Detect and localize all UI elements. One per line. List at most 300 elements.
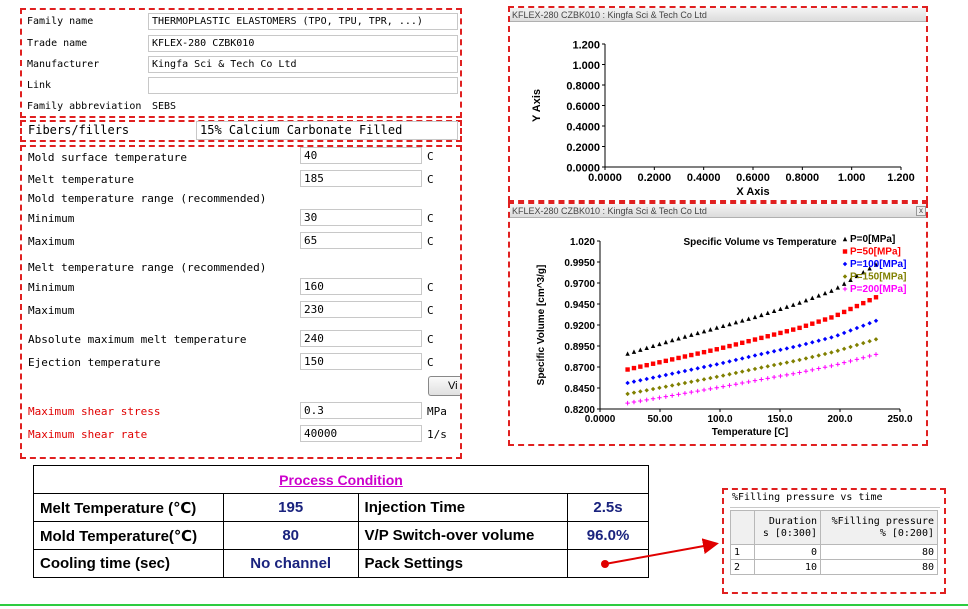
data-point (727, 344, 731, 348)
pointer-arrow (595, 535, 730, 575)
ejection-temperature-label: Ejection temperature (28, 356, 161, 369)
empty-chart-window-title: KFLEX-280 CZBK010 : Kingfa Sci & Tech Co Ltd (510, 8, 926, 22)
data-point (734, 358, 738, 362)
data-point (874, 337, 878, 341)
data-point (645, 377, 649, 381)
data-point (753, 367, 757, 371)
data-point (695, 351, 699, 355)
data-point (823, 291, 827, 295)
ejection-temperature-field[interactable]: 150 (300, 353, 422, 370)
data-point (670, 338, 674, 342)
data-point (829, 315, 833, 319)
data-point (638, 389, 642, 393)
data-point (721, 361, 725, 365)
melt-temperature-value: 195 (223, 494, 358, 522)
mold-temperature-range-heading: Mold temperature range (recommended) (28, 192, 267, 205)
pack-settings-cell: Pack Settings (358, 550, 568, 578)
data-point (734, 382, 738, 386)
view-button[interactable]: Vi (428, 376, 460, 396)
data-point (740, 341, 744, 345)
y-tick-label: 0.4000 (566, 121, 600, 134)
data-point (721, 346, 725, 350)
mold-minimum-label: Minimum (28, 212, 75, 225)
y-tick-label: 0.9950 (564, 258, 595, 269)
data-point (708, 363, 712, 367)
data-point (625, 401, 629, 405)
max-shear-stress-label: Maximum shear stress (28, 405, 161, 418)
data-point (708, 387, 712, 391)
data-point (778, 348, 782, 352)
data-point (702, 365, 706, 369)
data-point (638, 378, 642, 382)
data-point (797, 358, 801, 362)
data-point (753, 378, 757, 382)
data-point (753, 353, 757, 357)
shear-stress-unit: MPa (427, 405, 447, 418)
data-point (778, 362, 782, 366)
legend-entry: P=0[MPa] (850, 234, 896, 245)
data-point (836, 313, 840, 317)
melt-maximum-label: Maximum (28, 304, 75, 317)
data-point (657, 374, 661, 378)
data-point (683, 369, 687, 373)
data-point (651, 375, 655, 379)
data-point (734, 342, 738, 346)
max-shear-rate-label: Maximum shear rate (28, 428, 148, 441)
data-point (848, 345, 852, 349)
x-tick-label: 200.0 (827, 414, 853, 425)
filling-pressure-title: %Filling pressure vs time (732, 492, 883, 503)
data-point (829, 335, 833, 339)
x-tick-label: 50.00 (647, 414, 673, 425)
data-point (804, 324, 808, 328)
x-tick-label: 0.0000 (588, 172, 622, 184)
data-point (855, 343, 859, 347)
data-point (759, 336, 763, 340)
data-point (727, 322, 731, 326)
melt-temperature-field[interactable]: 185 (300, 170, 422, 187)
data-point (810, 355, 814, 359)
data-point (823, 352, 827, 356)
y-tick-label: 0.9700 (564, 279, 595, 290)
duration-cell[interactable]: 10 (755, 560, 821, 575)
data-point (785, 373, 789, 377)
data-point (842, 331, 846, 335)
family-abbreviation-label: Family abbreviation (27, 101, 142, 112)
pvt-chart (510, 218, 926, 444)
data-point (867, 354, 871, 358)
data-point (848, 359, 852, 363)
duration-header-a: Duration (768, 515, 817, 527)
data-point (861, 356, 865, 360)
data-point (843, 274, 847, 278)
x-tick-label: 1.000 (837, 172, 866, 184)
fillers-label: Fibers/fillers (28, 123, 130, 137)
data-point (702, 329, 706, 333)
data-point (842, 281, 846, 285)
legend-entry: P=100[MPa] (850, 259, 907, 270)
data-point (804, 342, 808, 346)
filling-pressure-cell[interactable]: 80 (821, 545, 938, 560)
duration-header (755, 511, 821, 545)
mold-maximum-label: Maximum (28, 235, 75, 248)
data-point (843, 262, 847, 266)
data-point (791, 359, 795, 363)
legend-entry: P=200[MPa] (850, 284, 907, 295)
trade-name-field[interactable]: KFLEX-280 CZBK010 (148, 35, 458, 52)
data-point (785, 329, 789, 333)
data-point (823, 365, 827, 369)
data-point (829, 288, 833, 292)
data-point (836, 285, 840, 289)
x-tick-label: 0.8000 (785, 172, 820, 184)
data-point (645, 388, 649, 392)
data-point (695, 366, 699, 370)
data-point (810, 296, 814, 300)
x-tick-label: 250.0 (887, 414, 913, 425)
data-point (855, 357, 859, 361)
data-point (625, 392, 629, 396)
data-point (785, 305, 789, 309)
data-point (791, 327, 795, 331)
data-point (670, 383, 674, 387)
data-point (746, 355, 750, 359)
data-point (689, 380, 693, 384)
data-point (638, 364, 642, 368)
y-axis-label: Y Axis (531, 88, 543, 123)
data-point (759, 377, 763, 381)
data-point (816, 293, 820, 297)
data-point (791, 372, 795, 376)
data-point (664, 394, 668, 398)
data-point (664, 384, 668, 388)
data-point (797, 300, 801, 304)
data-point (836, 362, 840, 366)
data-point (823, 317, 827, 321)
data-point (657, 342, 661, 346)
data-point (708, 327, 712, 331)
data-point (816, 353, 820, 357)
data-point (810, 321, 814, 325)
data-point (861, 301, 865, 305)
data-point (645, 346, 649, 350)
y-tick-label: 0.8450 (564, 384, 595, 395)
data-point (785, 360, 789, 364)
data-point (810, 368, 814, 372)
mold-temperature-cell: Mold Temperature(℃) (34, 522, 224, 550)
data-point (785, 346, 789, 350)
data-point (708, 376, 712, 380)
chart-title: Specific Volume vs Temperature (683, 237, 837, 248)
data-point (702, 388, 706, 392)
data-point (664, 373, 668, 377)
data-point (727, 383, 731, 387)
data-point (689, 367, 693, 371)
y-tick-label: 1.000 (572, 60, 600, 72)
data-point (804, 356, 808, 360)
data-point (676, 336, 680, 340)
family-abbreviation-field[interactable]: SEBS (148, 98, 458, 115)
data-point (842, 347, 846, 351)
absolute-max-melt-temperature-label: Absolute maximum melt temperature (28, 333, 247, 346)
x-axis-label: X Axis (736, 186, 770, 198)
data-point (746, 380, 750, 384)
data-point (727, 372, 731, 376)
close-icon[interactable]: x (916, 206, 926, 216)
data-point (676, 370, 680, 374)
data-point (766, 350, 770, 354)
shear-rate-unit: 1/s (427, 428, 447, 441)
data-point (625, 381, 629, 385)
data-point (867, 339, 871, 343)
data-point (843, 287, 847, 291)
data-point (842, 360, 846, 364)
y-axis-label: Specific Volume [cm^3/g] (536, 264, 547, 386)
data-point (753, 315, 757, 319)
data-point (759, 365, 763, 369)
row-index: 2 (731, 560, 755, 575)
data-point (683, 391, 687, 395)
data-point (670, 357, 674, 361)
melt-temperature-range-heading: Melt temperature range (recommended) (28, 261, 267, 274)
unit-c: C (427, 333, 434, 346)
link-label: Link (27, 80, 52, 91)
data-point (689, 390, 693, 394)
data-point (689, 333, 693, 337)
data-point (861, 323, 865, 327)
data-point (727, 359, 731, 363)
data-point (772, 309, 776, 313)
data-point (670, 393, 674, 397)
y-tick-label: 1.200 (572, 39, 600, 52)
mold-surface-temperature-label: Mold surface temperature (28, 151, 187, 164)
y-tick-label: 0.8200 (564, 405, 595, 416)
data-point (657, 395, 661, 399)
data-point (804, 369, 808, 373)
trade-name-label: Trade name (27, 38, 88, 49)
data-point (664, 340, 668, 344)
x-tick-label: 1.200 (887, 172, 915, 184)
melt-temperature-label: Melt temperature (28, 173, 134, 186)
unit-c: C (427, 212, 434, 225)
data-point (632, 400, 636, 404)
data-point (702, 350, 706, 354)
max-shear-rate-field[interactable]: 40000 (300, 425, 422, 442)
data-point (766, 311, 770, 315)
manufacturer-field[interactable]: Kingfa Sci & Tech Co Ltd (148, 56, 458, 73)
data-point (778, 374, 782, 378)
filling-pressure-header (821, 511, 938, 545)
absolute-max-melt-temperature-field[interactable]: 240 (300, 330, 422, 347)
y-tick-label: 0.9450 (564, 300, 595, 311)
data-point (867, 321, 871, 325)
unit-c: C (427, 356, 434, 369)
unit-c: C (427, 281, 434, 294)
mold-minimum-field[interactable]: 30 (300, 209, 422, 226)
y-tick-label: 0.2000 (566, 142, 600, 154)
empty-chart (510, 22, 926, 200)
row-header-corner (731, 511, 755, 545)
injection-time-value: 2.5s (568, 494, 649, 522)
bottom-divider (0, 604, 968, 606)
data-point (721, 373, 725, 377)
data-point (676, 382, 680, 386)
data-point (702, 377, 706, 381)
data-point (715, 375, 719, 379)
data-point (651, 362, 655, 366)
data-point (740, 381, 744, 385)
melt-minimum-field[interactable]: 160 (300, 278, 422, 295)
row-index: 1 (731, 545, 755, 560)
data-point (766, 376, 770, 380)
data-point (861, 341, 865, 345)
data-point (734, 371, 738, 375)
x-tick-label: 150.0 (767, 414, 793, 425)
data-point (823, 337, 827, 341)
data-point (855, 326, 859, 330)
duration-header-b: s [0:300] (762, 527, 817, 539)
data-point (816, 319, 820, 323)
data-point (746, 339, 750, 343)
data-point (874, 319, 878, 323)
data-point (759, 313, 763, 317)
data-point (664, 359, 668, 363)
data-point (797, 326, 801, 330)
data-point (816, 366, 820, 370)
table-row[interactable] (731, 545, 938, 560)
data-point (632, 366, 636, 370)
data-point (651, 397, 655, 401)
x-tick-label: 0.0000 (584, 414, 616, 425)
data-point (676, 356, 680, 360)
filling-pressure-table (730, 510, 938, 575)
data-point (651, 344, 655, 348)
data-point (848, 328, 852, 332)
process-condition-table (33, 465, 649, 578)
x-tick-label: 0.4000 (686, 172, 721, 184)
data-point (740, 356, 744, 360)
data-point (740, 369, 744, 373)
family-name-field[interactable]: THERMOPLASTIC ELASTOMERS (TPO, TPU, TPR, ...) (148, 13, 458, 30)
data-point (632, 349, 636, 353)
max-shear-stress-field[interactable]: 0.3 (300, 402, 422, 419)
data-point (867, 298, 871, 302)
y-tick-label: 0.8950 (564, 342, 595, 353)
data-point (715, 325, 719, 329)
data-point (721, 384, 725, 388)
table-row[interactable] (731, 560, 938, 575)
mold-temperature-value: 80 (223, 522, 358, 550)
data-point (746, 368, 750, 372)
melt-minimum-label: Minimum (28, 281, 75, 294)
data-point (778, 307, 782, 311)
y-tick-label: 0.0000 (566, 162, 600, 175)
y-tick-label: 0.6000 (566, 101, 600, 113)
unit-c: C (427, 173, 434, 186)
x-tick-label: 0.2000 (637, 172, 672, 184)
data-point (842, 310, 846, 314)
vp-switch-over-cell: V/P Switch-over volume (358, 522, 568, 550)
filling-pressure-header-a: %Filling pressure (831, 515, 934, 527)
data-point (836, 349, 840, 353)
legend-entry: P=150[MPa] (850, 271, 907, 283)
data-point (657, 360, 661, 364)
data-point (772, 349, 776, 353)
pvt-chart-window-title: KFLEX-280 CZBK010 : Kingfa Sci & Tech Co Ltd (510, 204, 926, 218)
data-point (734, 320, 738, 324)
data-point (843, 249, 847, 253)
process-condition-title-cell (34, 466, 649, 494)
link-field[interactable] (148, 77, 458, 94)
manufacturer-label: Manufacturer (27, 59, 100, 70)
vp-switch-over-value: 96.0% (568, 522, 649, 550)
x-tick-label: 100.0 (707, 414, 733, 425)
data-point (715, 386, 719, 390)
y-tick-label: 0.8000 (566, 80, 600, 93)
data-point (676, 392, 680, 396)
data-point (843, 237, 847, 241)
data-point (625, 367, 629, 371)
mold-maximum-field[interactable]: 65 (300, 232, 422, 249)
process-condition-title: Process Condition (279, 471, 403, 488)
data-point (848, 307, 852, 311)
data-point (695, 378, 699, 382)
unit-c: C (427, 304, 434, 317)
data-point (645, 363, 649, 367)
data-point (657, 386, 661, 390)
filling-pressure-header-b: % [0:200] (879, 527, 934, 539)
melt-maximum-field[interactable]: 230 (300, 301, 422, 318)
data-point (778, 331, 782, 335)
data-point (836, 333, 840, 337)
data-point (829, 364, 833, 368)
data-point (683, 334, 687, 338)
filling-pressure-cell[interactable]: 80 (821, 560, 938, 575)
unit-c: C (427, 150, 434, 163)
data-point (740, 318, 744, 322)
unit-c: C (427, 235, 434, 248)
duration-cell[interactable]: 0 (755, 545, 821, 560)
data-point (746, 316, 750, 320)
data-point (874, 295, 878, 299)
data-point (753, 337, 757, 341)
data-point (810, 340, 814, 344)
family-name-label: Family name (27, 16, 94, 27)
x-axis-label: Temperature [C] (711, 427, 789, 438)
data-point (708, 349, 712, 353)
y-tick-label: 1.020 (569, 237, 595, 248)
data-point (791, 302, 795, 306)
data-point (772, 332, 776, 336)
injection-time-cell: Injection Time (358, 494, 568, 522)
mold-surface-temperature-field[interactable]: 40 (300, 147, 422, 164)
data-point (651, 387, 655, 391)
data-point (772, 375, 776, 379)
data-point (689, 353, 693, 357)
legend-entry: P=50[MPa] (850, 246, 901, 258)
x-tick-label: 0.6000 (736, 172, 770, 184)
data-point (695, 389, 699, 393)
data-point (772, 363, 776, 367)
data-point (797, 343, 801, 347)
data-point (638, 348, 642, 352)
data-point (791, 345, 795, 349)
data-point (625, 351, 629, 355)
data-point (638, 399, 642, 403)
data-point (855, 304, 859, 308)
fillers-field[interactable]: 15% Calcium Carbonate Filled (196, 121, 458, 140)
data-point (721, 324, 725, 328)
